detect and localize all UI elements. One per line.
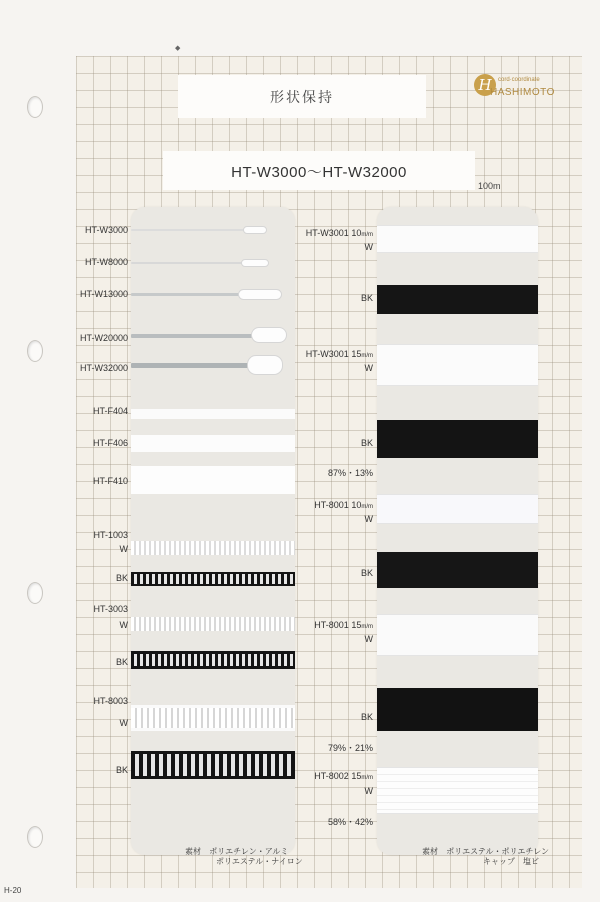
label-ht-8002-15 (314, 771, 373, 781)
mesh-sample-ht-3003-white (131, 617, 295, 631)
cord-cap-ht-w13000 (238, 289, 282, 300)
label-ht-f410: HT-F410 (92, 476, 128, 486)
tape-sample-ht-8001-15-white (377, 614, 538, 656)
label-ht-8003-black: BK (115, 765, 128, 775)
composition-ht-8001: 79%・21% (327, 743, 373, 753)
label-ht-8001-10-white: W (364, 514, 373, 524)
sample-panel-left (131, 207, 295, 855)
binder-hole-top (27, 96, 43, 118)
label-ht-f406: HT-F406 (92, 438, 128, 448)
binder-hole-middle (27, 340, 43, 362)
label-unit: m/m (361, 353, 373, 359)
material-line-2: キャップ 塩ビ (483, 857, 539, 866)
flat-sample-ht-f404 (131, 409, 295, 419)
tape-sample-ht-w3001-15-black (377, 420, 538, 458)
label-ht-w3000: HT-W3000 (84, 225, 128, 235)
cord-cap-ht-w3000 (243, 226, 267, 234)
cord-sample-ht-w3000 (131, 229, 246, 231)
cord-sample-ht-w20000 (131, 334, 253, 338)
material-line-1: ポリエステル・ポリエチレン (446, 847, 549, 856)
cord-sample-ht-w8000 (131, 262, 243, 264)
composition-ht-8002: 58%・42% (327, 817, 373, 827)
tape-sample-ht-8001-10-white (377, 494, 538, 524)
label-code: HT-8001 (314, 620, 349, 630)
label-code: HT-8001 (314, 500, 349, 510)
logo-brand: HASHIMOTO (490, 87, 555, 98)
label-ht-f404: HT-F404 (92, 406, 128, 416)
material-note-right (422, 847, 549, 867)
mesh-sample-ht-3003-black (131, 651, 295, 669)
label-unit: m/m (361, 232, 373, 238)
binder-hole-bottom (27, 826, 43, 848)
sample-panel-right (377, 207, 538, 855)
label-size: 15 (351, 349, 362, 359)
label-ht-1003-white: W (119, 544, 128, 554)
logo-tagline: cord·coordinate (498, 77, 540, 83)
material-note-left (185, 847, 303, 867)
label-ht-8003-white: W (119, 718, 128, 728)
mesh-sample-ht-1003-black (131, 572, 295, 586)
tape-sample-ht-8001-15-black (377, 688, 538, 731)
label-code: HT-W3001 (305, 228, 349, 238)
label-ht-8001-10-black: BK (360, 568, 373, 578)
label-ht-1003: HT-1003 (93, 530, 128, 540)
material-line-2: ポリエステル・ナイロン (216, 857, 303, 866)
label-size: 15 (351, 620, 362, 630)
material-line-1: ポリエチレン・アルミ (209, 847, 289, 856)
label-ht-w20000: HT-W20000 (79, 333, 128, 343)
cord-cap-ht-w32000 (247, 355, 283, 375)
tape-sample-ht-8001-10-black (377, 552, 538, 588)
label-ht-w3001-10 (306, 228, 373, 238)
hashimoto-logo (470, 72, 562, 108)
material-label: 素材 (422, 847, 438, 856)
label-unit: m/m (361, 775, 373, 781)
label-ht-3003-black: BK (115, 657, 128, 667)
label-ht-8002-15-white: W (364, 786, 373, 796)
label-ht-8001-15-white: W (364, 634, 373, 644)
tape-sample-ht-w3001-10-black (377, 285, 538, 314)
label-ht-3003: HT-3003 (93, 604, 128, 614)
label-unit: m/m (361, 504, 373, 510)
label-ht-w32000: HT-W32000 (79, 363, 128, 373)
label-ht-1003-black: BK (115, 573, 128, 583)
composition-ht-w3001: 87%・13% (327, 468, 373, 478)
material-label: 素材 (185, 847, 201, 856)
tape-sample-ht-w3001-10-white (377, 225, 538, 253)
mesh-sample-ht-8003-white (131, 705, 295, 731)
product-range-title: HT-W3000～HT-W32000 (231, 164, 407, 181)
label-ht-3003-white: W (119, 620, 128, 630)
length-unit: 100m (478, 181, 501, 191)
label-ht-8001-10 (314, 500, 373, 510)
label-ht-w3001-15-white: W (364, 363, 373, 373)
label-code: HT-8002 (314, 771, 349, 781)
label-ht-w13000: HT-W13000 (79, 289, 128, 299)
label-size: 10 (351, 228, 362, 238)
label-ht-w3001-10-white: W (364, 242, 373, 252)
binder-hole-lower (27, 582, 43, 604)
arrow-mark-icon: ◆ (175, 45, 181, 52)
cord-sample-ht-w13000 (131, 293, 241, 296)
page-code: H-20 (4, 886, 22, 895)
cord-cap-ht-w8000 (241, 259, 269, 267)
label-ht-w3001-15-black: BK (360, 438, 373, 448)
label-code: HT-W3001 (305, 349, 349, 359)
label-ht-w8000: HT-W8000 (84, 257, 128, 267)
label-ht-8001-15 (314, 620, 373, 630)
flat-sample-ht-f406 (131, 435, 295, 452)
cord-sample-ht-w32000 (131, 363, 249, 368)
label-ht-w3001-10-black: BK (360, 293, 373, 303)
logo-mark-icon: H (474, 74, 496, 96)
label-ht-w3001-15 (306, 349, 373, 359)
cord-cap-ht-w20000 (251, 327, 287, 343)
mesh-sample-ht-8003-black (131, 751, 295, 779)
label-ht-8001-15-black: BK (360, 712, 373, 722)
page-title: 形状保持 (270, 89, 334, 105)
mesh-sample-ht-1003-white (131, 541, 295, 555)
tape-sample-ht-w3001-15-white (377, 344, 538, 386)
label-size: 10 (351, 500, 362, 510)
label-unit: m/m (361, 624, 373, 630)
label-size: 15 (351, 771, 362, 781)
tape-sample-ht-8002-15-white (377, 767, 538, 814)
flat-sample-ht-f410 (131, 466, 295, 494)
label-ht-8003: HT-8003 (93, 696, 128, 706)
